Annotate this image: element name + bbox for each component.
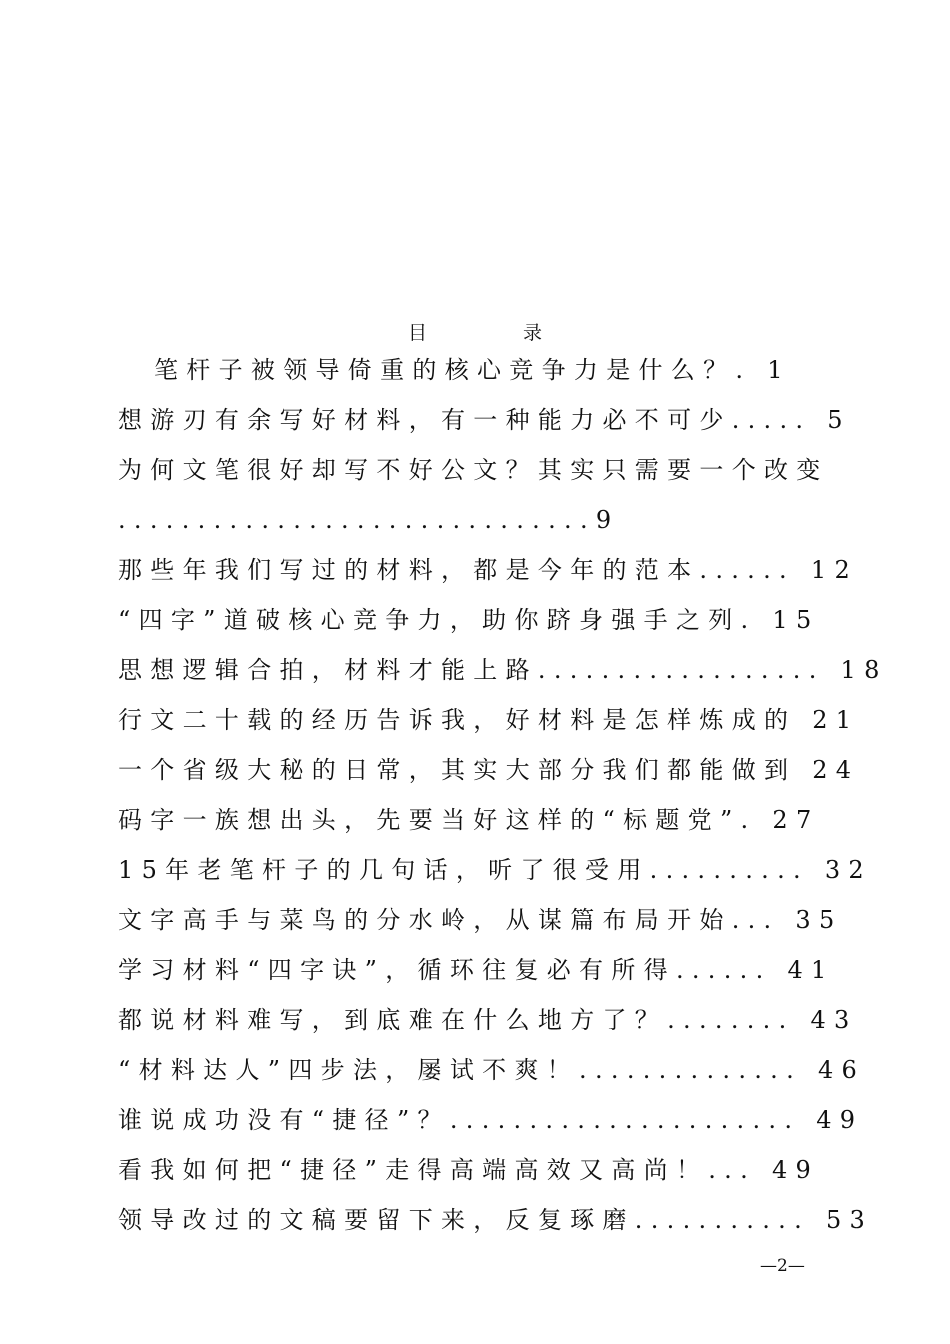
toc-title xyxy=(0,318,950,345)
toc-entry[interactable]: 15年老笔杆子的几句话，听了很受用.......... 32 xyxy=(118,856,872,884)
toc-entry[interactable]: 都说材料难写，到底难在什么地方了？........ 43 xyxy=(118,1006,858,1034)
toc-entry-continuation[interactable]: ..............................9 xyxy=(118,506,620,534)
toc-entry[interactable]: 行文二十载的经历告诉我，好材料是怎样炼成的 21 xyxy=(118,706,860,734)
toc-entry[interactable]: 文字高手与菜鸟的分水岭，从谋篇布局开始... 35 xyxy=(118,906,843,934)
toc-entry[interactable]: 为何文笔很好却写不好公文？其实只需要一个改变 xyxy=(118,456,829,484)
toc-entry[interactable]: 想游刃有余写好材料，有一种能力必不可少..... 5 xyxy=(118,406,851,434)
toc-entry[interactable]: 领导改过的文稿要留下来，反复琢磨........... 53 xyxy=(118,1206,874,1234)
toc-entry[interactable]: 谁说成功没有“捷径”？...................... 49 xyxy=(118,1106,864,1134)
toc-title-right: 录 xyxy=(523,322,543,344)
page-number: —2— xyxy=(760,1256,805,1276)
toc-entry[interactable]: “材料达人”四步法，屡试不爽！.............. 46 xyxy=(118,1056,866,1084)
toc-entry[interactable]: “四字”道破核心竞争力，助你跻身强手之列. 15 xyxy=(118,606,820,634)
toc-entry[interactable]: 学习材料“四字诀”，循环往复必有所得...... 41 xyxy=(118,956,835,984)
toc-entry[interactable]: 码字一族想出头，先要当好这样的“标题党”. 27 xyxy=(118,806,820,834)
toc-entry[interactable]: 笔杆子被领导倚重的核心竞争力是什么？. 1 xyxy=(154,356,791,384)
toc-entry[interactable]: 思想逻辑合拍，材料才能上路.................. 18 xyxy=(118,656,888,684)
toc-entry[interactable]: 那些年我们写过的材料，都是今年的范本...... 12 xyxy=(118,556,859,584)
toc-list xyxy=(118,345,888,1245)
toc-entry[interactable]: 看我如何把“捷径”走得高端高效又高尚！... 49 xyxy=(118,1156,820,1184)
toc-title-left: 目 xyxy=(407,322,427,344)
toc-entry[interactable]: 一个省级大秘的日常，其实大部分我们都能做到 24 xyxy=(118,756,860,784)
